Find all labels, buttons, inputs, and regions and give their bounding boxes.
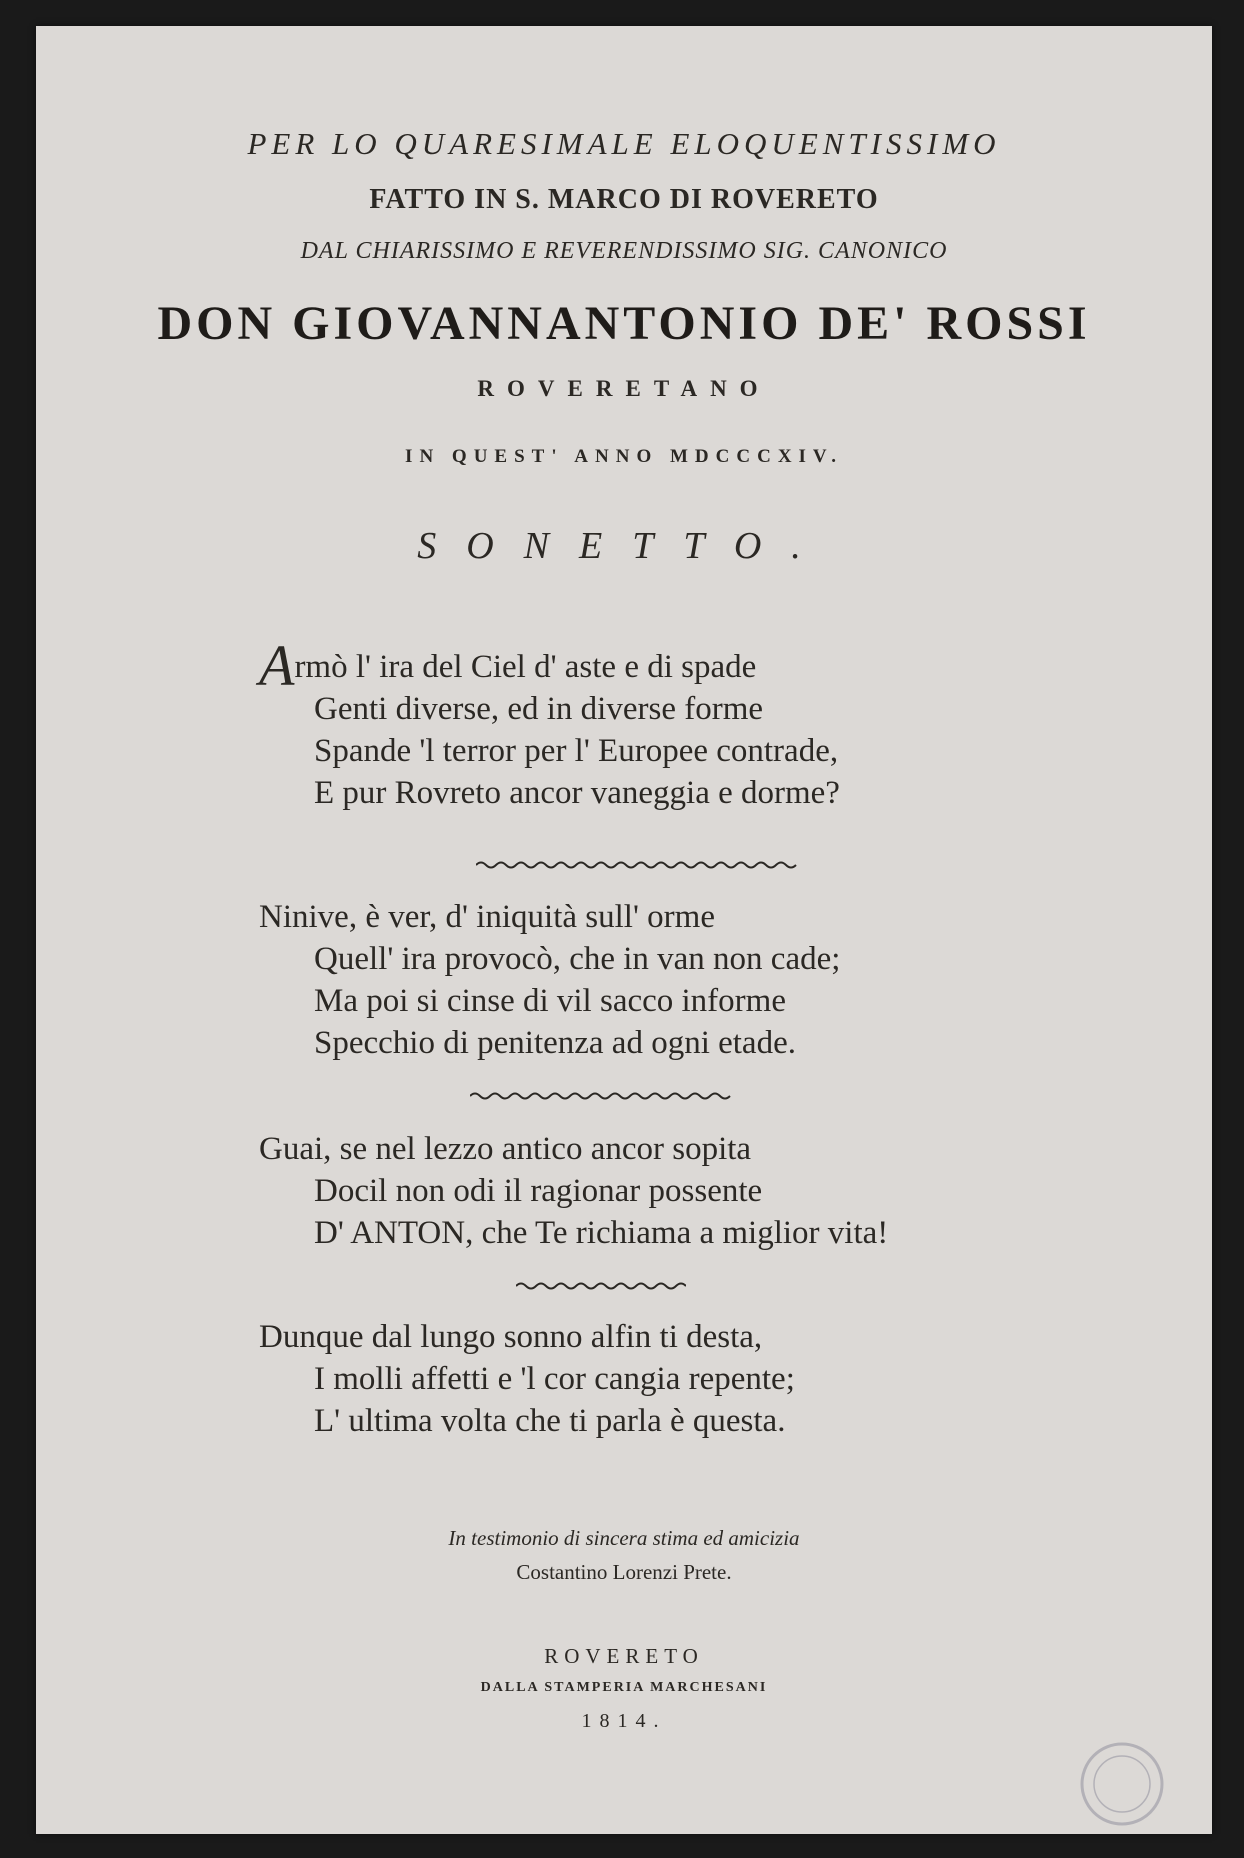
stanza-1 xyxy=(259,633,840,814)
stanza-4 xyxy=(259,1316,795,1442)
poem-line: Docil non odi il ragionar possente xyxy=(314,1173,763,1209)
header-line-2: FATTO IN S. MARCO DI ROVERETO xyxy=(369,184,879,215)
dedicatee-origin: ROVERETANO xyxy=(477,376,771,401)
poem-line: Specchio di penitenza ad ogni etade. xyxy=(314,1025,796,1061)
dedication-text: In testimonio di sincera stima ed amicizia xyxy=(448,1526,800,1550)
dedicatee-name: DON GIOVANNANTONIO DE' ROSSI xyxy=(157,297,1091,350)
poem-line: I molli affetti e 'l cor cangia repente; xyxy=(314,1361,795,1397)
header-line-3: DAL CHIARISSIMO E REVERENDISSIMO SIG. CANONICO xyxy=(300,238,948,264)
poem-line: Spande 'l terror per l' Europee contrade, xyxy=(314,733,839,769)
poem-line: Dunque dal lungo sonno alfin ti desta, xyxy=(259,1319,763,1355)
wave-ornament xyxy=(476,860,798,870)
poem-line: D' ANTON, che Te richiama a miglior vita! xyxy=(314,1215,889,1251)
imprint-printer: DALLA STAMPERIA MARCHESANI xyxy=(480,1680,768,1695)
document-sheet xyxy=(36,26,1212,1834)
poem-line: Ma poi si cinse di vil sacco informe xyxy=(314,983,786,1019)
wave-ornament xyxy=(516,1281,686,1291)
poem-line xyxy=(259,633,840,698)
header-year: IN QUEST' ANNO MDCCCXIV. xyxy=(405,446,843,467)
poem-line: E pur Rovreto ancor vaneggia e dorme? xyxy=(314,775,840,811)
stanza-2 xyxy=(259,896,840,1064)
poem-title: SONETTO. xyxy=(417,525,831,567)
imprint-city: ROVERETO xyxy=(544,1644,704,1668)
poem-line: Quell' ira provocò, che in van non cade; xyxy=(314,941,841,977)
library-stamp-icon xyxy=(1076,1738,1168,1830)
poem-line: Guai, se nel lezzo antico ancor sopita xyxy=(259,1131,752,1167)
imprint-year: 1814. xyxy=(581,1710,667,1732)
author-name: Costantino Lorenzi Prete. xyxy=(516,1560,732,1584)
poem-line-text: rmò l' ira del Ciel d' aste e di spade xyxy=(294,649,757,685)
wave-ornament xyxy=(470,1091,732,1101)
drop-cap: A xyxy=(259,633,295,698)
poem-line: L' ultima volta che ti parla è questa. xyxy=(314,1403,786,1439)
stanza-3 xyxy=(259,1128,888,1254)
poem-line: Genti diverse, ed in diverse forme xyxy=(314,691,764,727)
poem-line: Ninive, è ver, d' iniquità sull' orme xyxy=(259,899,715,935)
header-line-1: PER LO QUARESIMALE ELOQUENTISSIMO xyxy=(247,126,1001,161)
